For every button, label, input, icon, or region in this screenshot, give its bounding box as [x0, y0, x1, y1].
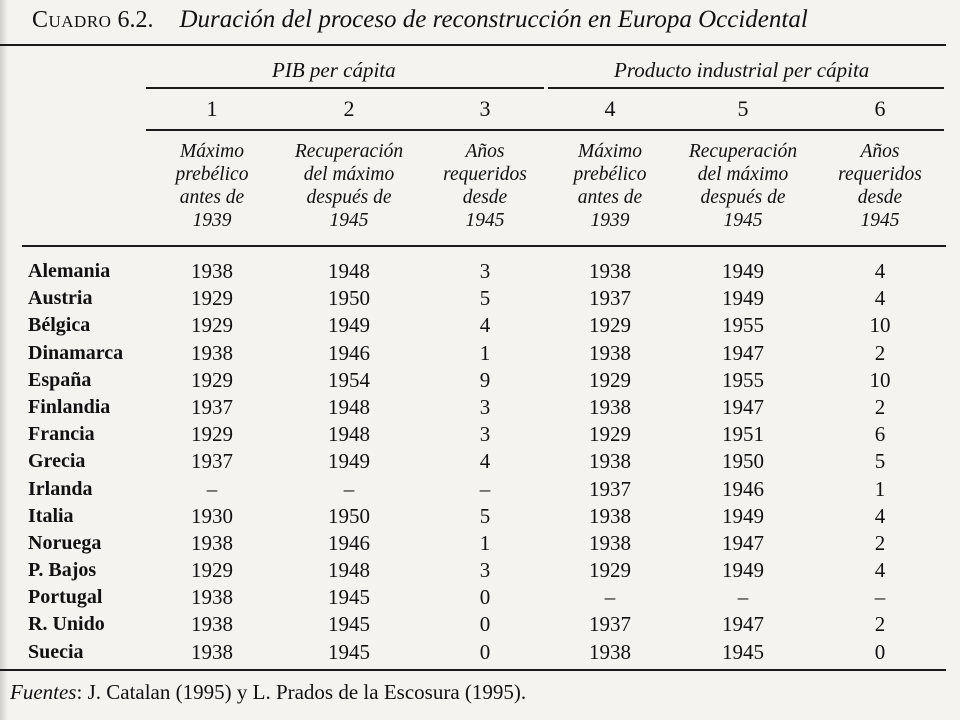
table-cell: 3	[479, 558, 491, 583]
column-header-line: desde	[857, 187, 903, 208]
table-cell: –	[479, 476, 491, 501]
column-header	[820, 140, 940, 232]
table-cell: 1947	[722, 612, 764, 637]
table-cell: 2	[874, 340, 886, 365]
country-name: España	[28, 368, 92, 391]
table-cell: 1950	[328, 503, 370, 528]
table-cell: 1929	[191, 422, 233, 447]
column-number: 5	[737, 96, 749, 121]
table-cell: 2	[874, 394, 886, 419]
table-cell: 1948	[328, 422, 370, 447]
column-header-line: 1945	[860, 210, 900, 231]
column-number: 1	[206, 96, 218, 121]
country-column	[28, 258, 123, 666]
table-cell: 1938	[589, 449, 631, 474]
table-cell: 1949	[328, 313, 370, 338]
column-header	[284, 140, 414, 232]
table-cell: 1937	[589, 286, 631, 311]
table-cell: 1949	[722, 286, 764, 311]
table-cell: 1947	[722, 530, 764, 555]
column-header-line: antes de	[179, 187, 245, 208]
country-name: Italia	[28, 504, 74, 527]
table-cell: 1937	[589, 476, 631, 501]
table-cell: 1948	[328, 394, 370, 419]
column-header-line: 1945	[723, 210, 763, 231]
table-title-text: Duración del proceso de reconstrucción en Europa Occidental	[179, 6, 808, 33]
table-cell: 1938	[191, 530, 233, 555]
group-header-industrial: Producto industrial per cápita	[614, 58, 870, 82]
table-cell: 1955	[722, 367, 764, 392]
column-header-line: prebélico	[175, 164, 249, 185]
column-header	[673, 140, 813, 232]
country-name: Noruega	[28, 531, 102, 554]
table-cell: 5	[479, 503, 491, 528]
country-name: Irlanda	[28, 477, 93, 500]
column-header-line: 1945	[465, 210, 505, 231]
number-rule	[146, 129, 944, 131]
table-cell: 3	[479, 259, 491, 283]
table-cell: 1954	[328, 367, 370, 392]
bottom-rule	[0, 669, 946, 671]
table-cell: 1930	[191, 503, 233, 528]
data-column	[304, 258, 394, 666]
table-cell: 9	[479, 367, 491, 392]
column-header	[425, 140, 545, 232]
column-header-line: 1939	[590, 210, 630, 231]
table-cell: 0	[479, 639, 491, 664]
table-cell: 1946	[722, 476, 764, 501]
table-cell: 1	[479, 530, 491, 555]
table-cell: 1	[479, 340, 491, 365]
column-header	[152, 140, 272, 232]
table-cell: 1950	[722, 449, 764, 474]
table-cell: 1946	[328, 340, 370, 365]
country-name: Francia	[28, 423, 95, 446]
column-header-line: 1945	[329, 210, 369, 231]
table-title	[32, 6, 952, 42]
table-cell: 6	[874, 422, 886, 447]
table-cell: 4	[874, 558, 886, 583]
column-header-line: Años	[860, 141, 900, 162]
table-cell: 1949	[722, 259, 764, 283]
country-name: Austria	[28, 287, 93, 310]
group-rule-pib	[146, 87, 544, 89]
table-cell: 1938	[191, 259, 233, 283]
column-header-line: antes de	[577, 187, 643, 208]
table-cell: 1929	[191, 558, 233, 583]
top-rule	[0, 44, 946, 46]
data-column	[440, 258, 530, 666]
column-header-line: Años	[465, 141, 505, 162]
column-number: 6	[874, 96, 886, 121]
table-cell: –	[206, 476, 218, 501]
column-header-line: del máximo	[303, 164, 395, 185]
column-header-line: Recuperación	[294, 141, 404, 162]
table-cell: 5	[874, 449, 886, 474]
table-cell: 1948	[328, 259, 370, 283]
table-cell: 1929	[589, 558, 631, 583]
table-cell: 10	[869, 313, 891, 338]
table-cell: 3	[479, 422, 491, 447]
column-header	[550, 140, 670, 232]
country-name: Portugal	[28, 586, 103, 609]
column-header-line: Recuperación	[688, 141, 798, 162]
table-cell: –	[604, 585, 616, 610]
table-cell: 2	[874, 530, 886, 555]
column-header-line: del máximo	[697, 164, 789, 185]
country-name: Grecia	[28, 450, 86, 473]
table-cell: 1945	[328, 639, 370, 664]
column-number: 4	[604, 96, 616, 121]
table-cell: 1929	[589, 313, 631, 338]
column-header-line: después de	[306, 187, 392, 208]
country-name: R. Unido	[28, 613, 105, 636]
table-cell: 1945	[328, 612, 370, 637]
country-name: Bélgica	[28, 314, 91, 337]
table-cell: 0	[479, 585, 491, 610]
table-cell: 1938	[191, 340, 233, 365]
column-header-line: 1939	[192, 210, 232, 231]
table-cell: 1938	[589, 394, 631, 419]
table-cell: 1937	[191, 394, 233, 419]
country-name: Finlandia	[28, 395, 111, 418]
data-column	[835, 258, 925, 666]
table-cell: –	[737, 585, 749, 610]
table-cell: 1	[874, 476, 886, 501]
table-cell: 1951	[722, 422, 764, 447]
data-column	[698, 258, 788, 666]
table-cell: 4	[874, 503, 886, 528]
group-header-pib: PIB per cápita	[272, 58, 396, 82]
table-cell: 0	[479, 612, 491, 637]
table-cell: 1938	[589, 259, 631, 283]
table-cell: 1947	[722, 340, 764, 365]
header-rule	[22, 245, 946, 247]
table-cell: 1947	[722, 394, 764, 419]
group-rule-industrial	[548, 87, 944, 89]
table-cell: 1955	[722, 313, 764, 338]
table-cell: 3	[479, 394, 491, 419]
data-column	[565, 258, 655, 666]
table-label: Cuadro	[32, 7, 112, 33]
table-cell: 1937	[191, 449, 233, 474]
table-cell: 1938	[191, 639, 233, 664]
column-number: 2	[343, 96, 355, 121]
table-cell: 1938	[191, 585, 233, 610]
table-cell: 4	[479, 449, 491, 474]
table-cell: 2	[874, 612, 886, 637]
table-cell: 1929	[191, 286, 233, 311]
page-edge-shadow	[0, 0, 8, 720]
table-cell: 4	[874, 286, 886, 311]
table-cell: 1938	[589, 530, 631, 555]
column-number: 3	[479, 96, 491, 121]
column-header-line: después de	[700, 187, 786, 208]
column-header-line: desde	[462, 187, 508, 208]
table-cell: 1950	[328, 286, 370, 311]
country-name: Suecia	[28, 640, 84, 663]
table-cell: 1929	[191, 313, 233, 338]
country-name: Dinamarca	[28, 341, 124, 364]
column-header-line: requeridos	[443, 164, 527, 185]
table-cell: 1929	[589, 422, 631, 447]
column-header-line: requeridos	[838, 164, 922, 185]
sources-note	[10, 680, 526, 705]
table-cell: 1929	[191, 367, 233, 392]
table-cell: 4	[479, 313, 491, 338]
table-cell: 1938	[191, 612, 233, 637]
country-name: Alemania	[28, 260, 111, 282]
column-header-line: Máximo	[180, 141, 244, 162]
table-cell: 1949	[328, 449, 370, 474]
table-cell: 1938	[589, 639, 631, 664]
sources-text: : J. Catalan (1995) y L. Prados de la Escosura (1995).	[76, 680, 527, 704]
column-header-line: Máximo	[578, 141, 642, 162]
country-name: P. Bajos	[28, 559, 97, 582]
table-cell: 1945	[328, 585, 370, 610]
table-number: 6.2.	[117, 7, 154, 33]
table-cell: 1938	[589, 503, 631, 528]
table-cell: 1938	[589, 340, 631, 365]
sources-label: Fuentes	[10, 680, 77, 704]
table-cell: 4	[874, 259, 886, 283]
data-column	[167, 258, 257, 666]
table-cell: 1949	[722, 558, 764, 583]
table-cell: 1948	[328, 558, 370, 583]
table-cell: 1929	[589, 367, 631, 392]
table-cell: 1949	[722, 503, 764, 528]
table-cell: 10	[869, 367, 891, 392]
table-cell: 1937	[589, 612, 631, 637]
table-cell: 0	[874, 639, 886, 664]
table-cell: 1946	[328, 530, 370, 555]
table-cell: 1945	[722, 639, 764, 664]
table-cell: 5	[479, 286, 491, 311]
column-header-line: prebélico	[573, 164, 647, 185]
table-cell: –	[874, 585, 886, 610]
table-cell: –	[343, 476, 355, 501]
